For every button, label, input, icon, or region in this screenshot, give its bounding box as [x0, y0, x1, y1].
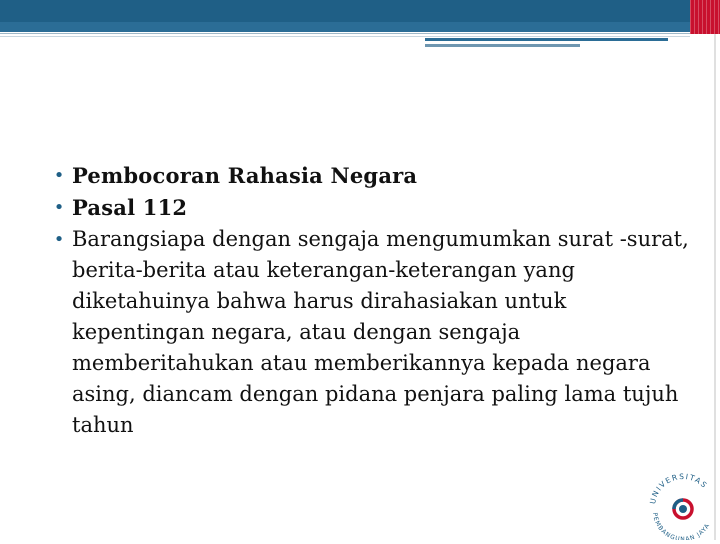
header-divider-2: [0, 36, 690, 37]
bullet-text-pasal: Pasal 112: [72, 195, 188, 220]
bullet-text-body: Barangsiapa dengan sengaja mengumumkan surat -surat, berita-berita atau keterangan-keterangan yang diketahuinya bahwa harus dirahasiakan untuk kepentingan negara, atau dengan sengaja memberitahukan atau memberikannya kepada negara asing, diancam dengan pidana penjara paling lama tujuh tahun: [72, 227, 689, 437]
header-divider-1: [0, 33, 690, 34]
logo-text-top: UNIVERSITAS: [648, 471, 710, 505]
header-accent-short: [425, 44, 580, 47]
bullet-item-title: [52, 160, 692, 192]
header-accent-long: [425, 38, 668, 41]
bullet-item-body: [52, 224, 692, 441]
logo-text-bottom: PEMBANGUNAN JAYA: [650, 512, 712, 540]
bullet-item-pasal: [52, 192, 692, 224]
bullet-text-title: Pembocoran Rahasia Negara: [72, 163, 418, 188]
header-bar-blue: [0, 0, 690, 22]
bullet-list: [52, 160, 692, 441]
header-bar-blue-lower: [0, 22, 690, 32]
university-logo-icon: [645, 465, 720, 540]
slide-content: [52, 160, 692, 441]
university-logo: [645, 465, 720, 540]
bullet-icon: •: [53, 197, 65, 218]
header-bar-red-stripes: [690, 0, 720, 34]
bullet-icon: •: [53, 229, 65, 250]
bullet-icon: •: [53, 165, 65, 186]
